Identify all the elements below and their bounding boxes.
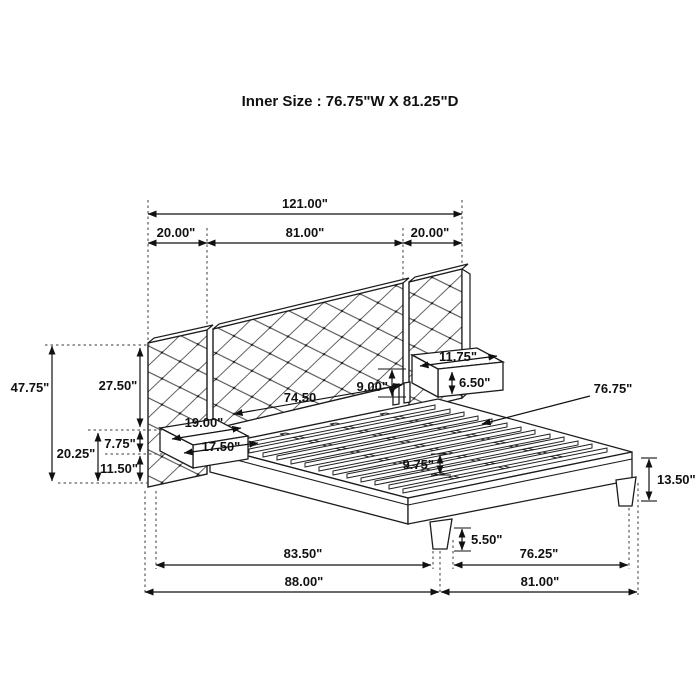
front-right-leg: [616, 477, 636, 506]
dim-center-panel-width: 81.00": [285, 225, 325, 240]
dim-rail-length: 83.50": [283, 546, 323, 561]
dim-left-shelf-depth: 17.50": [201, 439, 241, 454]
dim-under-shelf-height: 11.50": [100, 461, 138, 476]
dimension-lines: [52, 214, 657, 592]
front-left-leg: [430, 519, 452, 549]
dim-headboard-gap: 9.00": [356, 379, 388, 394]
dim-frame-height: 13.50": [657, 472, 696, 487]
dim-overall-height: 47.75": [10, 380, 50, 395]
dim-overall-depth: 88.00": [284, 574, 324, 589]
dim-shelf-band-height: 7.75": [104, 436, 136, 451]
dim-leg-height: 5.50": [471, 532, 503, 547]
dim-headboard-panel-height: 27.50": [98, 378, 138, 393]
dim-left-panel-width: 20.00": [156, 225, 196, 240]
dim-right-shelf-width: 11.75": [439, 349, 477, 364]
dim-right-shelf-height: 6.50": [459, 375, 491, 390]
dim-left-shelf-width: 19.00": [184, 415, 224, 430]
headboard-support-post: [404, 382, 410, 403]
dim-right-panel-width: 20.00": [410, 225, 450, 240]
headboard-support-post: [393, 384, 399, 405]
dim-lower-left-height: 20.25": [56, 446, 96, 461]
dim-inner-depth: 76.25": [519, 546, 559, 561]
dim-frame-depth: 81.00": [520, 574, 560, 589]
dim-inner-width: 76.75": [593, 381, 633, 396]
inner-size-title: Inner Size : 76.75"W X 81.25"D: [241, 93, 459, 110]
dim-total-width: 121.00": [282, 196, 328, 211]
dim-deck-height: 9.75": [402, 457, 434, 472]
dim-headboard-inner-width: 74.50: [283, 390, 317, 405]
inner-width-leader: [482, 396, 590, 424]
